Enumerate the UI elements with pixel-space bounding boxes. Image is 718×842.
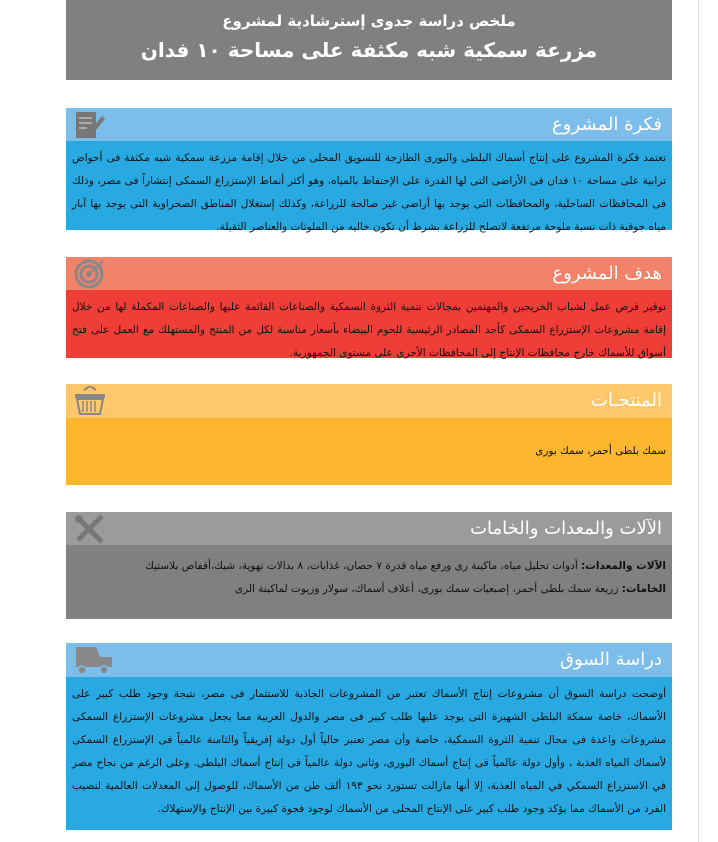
section-products	[66, 384, 672, 485]
truck-icon	[74, 645, 114, 675]
section-body: توفير فرص عمل لشباب الخريجين والمهتمين بمجالات تنمية الثروة السمكية والصناعات القائمة عليها والصناعات المكملة لها من خلال إقامة مشروعات الإستزراع السمكى كأحد المصادر الرئيسية للحوم البيضاء بأسعار مناسبة لكل من المنتج والمستهلك مع العمل على فتح أسواق للأسماك خارج محافظات الإنتاج إلى المحافظات الأخرى على مستوى الجمهورية.	[66, 290, 672, 358]
document-pen-icon	[74, 110, 106, 140]
line-label: الآلات والمعدات:	[581, 560, 666, 572]
section-header	[66, 643, 672, 677]
document-title: مزرعة سمكية شبه مكثفة على مساحة ١٠ فدان	[140, 38, 598, 62]
section-header	[66, 384, 672, 418]
section-title: فكرة المشروع	[552, 114, 662, 135]
section-title: دراسة السوق	[560, 649, 662, 670]
section-body: أوضحت دراسة السوق أن مشروعات إنتاج الأسماك تعتبر من المشروعات الجاذبة للاستثمار فى مصر، نتيجة وجود طلب كبير على الأسماك، خاصة سمكة البلطى الشهيرة التى يوجد عليها طلب كبير فى مصر والدول العربية مما يجعل مشروعات الإستزراع السمكى مشروعات واعدة فى مجال تنمية الثروة السمكية، خاصة وأن مصر تعتبر حالياً أول دولة إفريقياً والثامنة عالمياً فى الإستزراع السمكى لأسماك المياه العذبة ، وأول دولة عالمياً فى إنتاج أسماك البورى، وثانى دولة عالمياً فى إنتاج أسماك البلطى. وعلى الرغم من نجاح مصر في الاستزراع السمكي في المياه العذبة، إلا أنها مازالت تستورد نحو ١٩٣ ألف طن من الأسماك، للوصول إلى المعدلات العالمية لنصيب الفرد من الأسماك مما يؤكد وجود طلب كبير على الإنتاج المحلى من الأسماك لوجود فجوة كبيرة بين الإنتاج والإستهلاك.	[66, 677, 672, 830]
section-body: تعتمد فكرة المشروع على إنتاج أسماك البلطى والبورى الطازجة للتسويق المحلى من خلال إقامة مزرعة سمكية شبه مكثفة فى أحواض ترابية على مساحة ١٠ فدان فى الأراضى التى لها القدرة على الإحتفاظ بالمياه، وهو أكثر أنماط الإستزراع السمكى إنتشاراً فى مصر، وذلك فى المحافظات الساحلية، والمحافظات التى يوجد بها أراضى غير صالحة للزراعة، وكذلك إستغلال المناطق الصحراوية التى يوجد بها آبار مياه جوفية ذات نسبة ملوحة مرتفعة لاتصلح للزراعة بشرط أن تكون خاليه من الملوثات والعناصر الثقيلة.	[66, 141, 672, 230]
line-text: أدوات تحليل مياه، ماكينة رى ورفع مياه قدرة ٧ حصان، غذايات، ٨ بدالات تهوية، شبك،أقفاص بلاستيك	[145, 560, 582, 572]
section-header	[66, 257, 672, 290]
materials-line	[72, 578, 666, 601]
section-body	[66, 545, 672, 619]
section-title: هدف المشروع	[552, 263, 662, 284]
section-header	[66, 512, 672, 545]
section-title: المنتجـات	[590, 390, 662, 411]
line-label: الخامات:	[621, 583, 666, 595]
section-body: سمك بلطى أحمر، سمك بورى	[66, 418, 672, 485]
equipment-line	[72, 555, 666, 578]
document-header	[66, 0, 672, 80]
section-header	[66, 108, 672, 141]
section-project-idea	[66, 108, 672, 233]
line-text: زريعة سمك بلطى أحمر، إصبعيات سمك بورى، أعلاف أسماك، سولار وزيوت لماكينة الرى	[234, 583, 622, 595]
tools-icon	[74, 514, 106, 544]
section-equipment	[66, 512, 672, 619]
section-title: الآلات والمعدات والخامات	[470, 518, 662, 539]
basket-icon	[74, 386, 106, 416]
page-edge	[698, 0, 699, 842]
target-icon	[74, 259, 106, 289]
section-project-goal	[66, 257, 672, 358]
section-market-study	[66, 643, 672, 830]
document-subtitle: ملخص دراسة جدوى إسترشادية لمشروع	[222, 12, 516, 30]
